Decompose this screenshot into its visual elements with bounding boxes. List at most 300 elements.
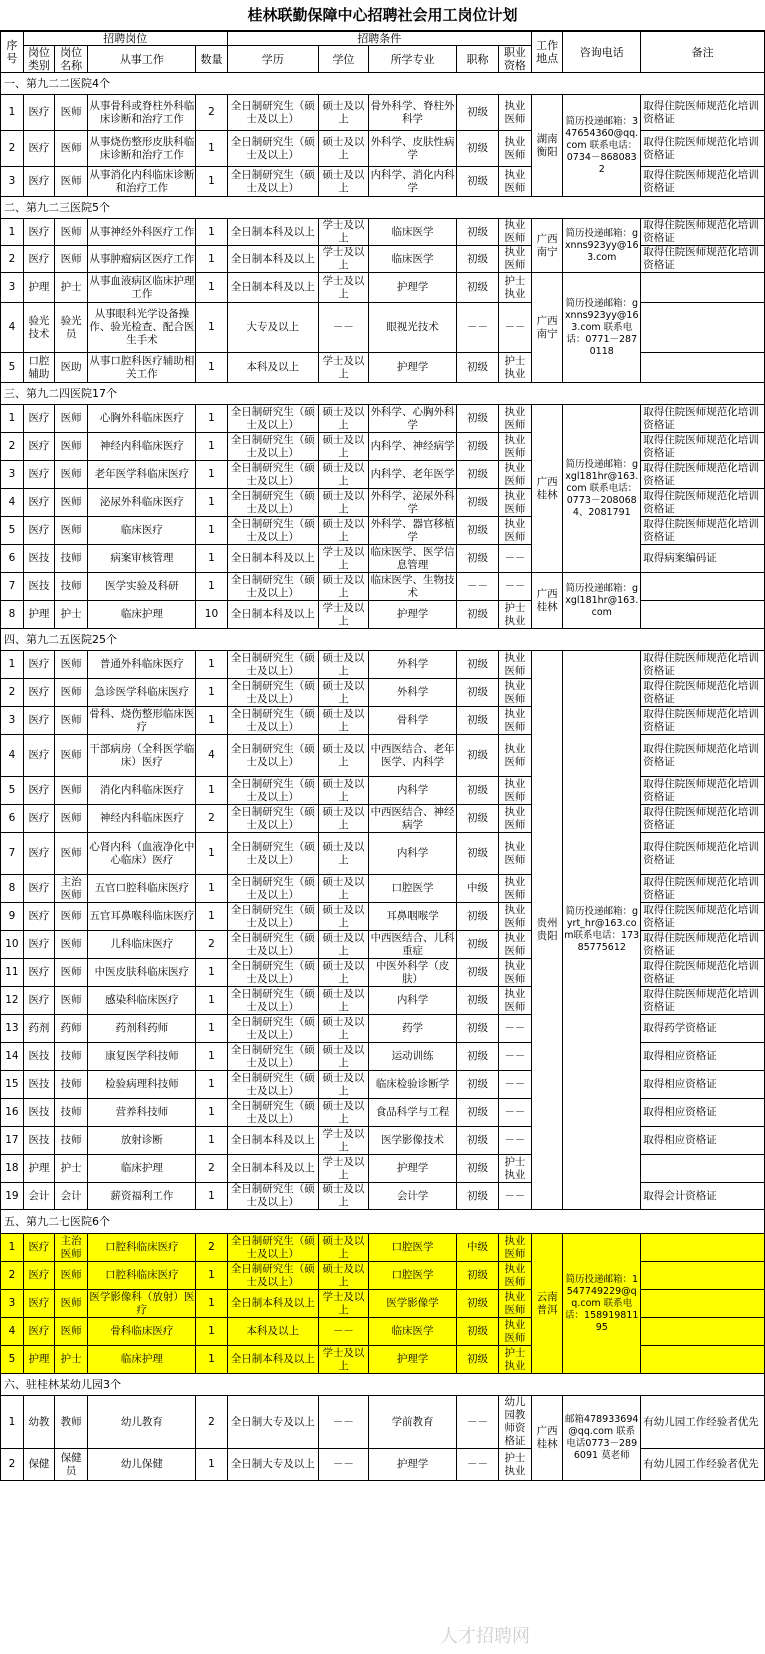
row-note [641, 1290, 765, 1318]
row-degree: 硕士及以上 [319, 1043, 369, 1071]
row-title: 初级 [457, 777, 499, 805]
row-title: 初级 [457, 931, 499, 959]
row-seq: 2 [1, 1262, 24, 1290]
row-edu: 全日制研究生（硕士及以上） [227, 95, 318, 131]
page-title: 桂林联勤保障中心招聘社会用工岗位计划 [0, 0, 765, 31]
row-qual: 护士执业 [498, 1449, 531, 1481]
row-qual: 执业医师 [498, 707, 531, 735]
row-title: 初级 [457, 805, 499, 833]
recruitment-table [0, 31, 765, 1481]
row-count: 1 [196, 489, 227, 517]
row-degree: 学士及以上 [319, 246, 369, 273]
row-count: 1 [196, 1318, 227, 1346]
row-major: 临床医学 [368, 246, 456, 273]
row-edu: 全日制研究生（硕士及以上） [227, 777, 318, 805]
row-seq: 5 [1, 777, 24, 805]
row-work: 从事血液病区临床护理工作 [88, 273, 196, 303]
row-type: 药剂 [23, 1015, 54, 1043]
row-post: 医师 [55, 777, 88, 805]
row-qual: 执业医师 [498, 489, 531, 517]
row-title: 初级 [457, 1155, 499, 1183]
row-count: 4 [196, 735, 227, 777]
row-note: 取得病案编码证 [641, 545, 765, 573]
row-type: 口腔辅助 [23, 353, 54, 383]
header-count: 数量 [196, 46, 227, 73]
row-degree: 学士及以上 [319, 353, 369, 383]
table-row [1, 433, 765, 461]
work-place: 广西桂林 [532, 405, 563, 573]
row-count: 1 [196, 167, 227, 197]
row-work: 临床医疗 [88, 517, 196, 545]
row-work: 临床护理 [88, 1346, 196, 1374]
row-major: 眼视光技术 [368, 303, 456, 353]
row-type: 医疗 [23, 489, 54, 517]
row-degree: 硕士及以上 [319, 987, 369, 1015]
row-edu: 全日制本科及以上 [227, 545, 318, 573]
row-major: 临床医学 [368, 1318, 456, 1346]
row-major: 中医外科学（皮肤） [368, 959, 456, 987]
row-edu: 全日制大专及以上 [227, 1449, 318, 1481]
table-row [1, 219, 765, 246]
row-seq: 3 [1, 167, 24, 197]
row-note: 取得住院医师规范化培训资格证 [641, 219, 765, 246]
row-degree: 硕士及以上 [319, 1015, 369, 1043]
row-count: 1 [196, 1071, 227, 1099]
row-count: 1 [196, 1099, 227, 1127]
row-note [641, 1318, 765, 1346]
contact-info: 简历投递邮箱：gxnns923yy@163.com [563, 219, 641, 273]
row-work: 干部病房（全科医学临床）医疗 [88, 735, 196, 777]
row-work: 五官口腔科临床医疗 [88, 875, 196, 903]
row-work: 口腔科临床医疗 [88, 1262, 196, 1290]
row-type: 医疗 [23, 433, 54, 461]
row-note: 取得相应资格证 [641, 1043, 765, 1071]
row-degree: 学士及以上 [319, 1127, 369, 1155]
table-row [1, 573, 765, 601]
row-title: 初级 [457, 433, 499, 461]
row-title: 初级 [457, 1127, 499, 1155]
row-type: 医疗 [23, 987, 54, 1015]
row-work: 儿科临床医疗 [88, 931, 196, 959]
row-post: 技师 [55, 1043, 88, 1071]
table-row [1, 545, 765, 573]
row-title: 初级 [457, 1043, 499, 1071]
table-row [1, 707, 765, 735]
header-post-name: 岗位名称 [55, 46, 88, 73]
row-seq: 13 [1, 1015, 24, 1043]
row-seq: 2 [1, 246, 24, 273]
row-seq: 4 [1, 303, 24, 353]
row-note: 取得会计资格证 [641, 1183, 765, 1210]
row-seq: 2 [1, 1449, 24, 1481]
row-work: 康复医学科技师 [88, 1043, 196, 1071]
section-row [1, 197, 765, 219]
row-title: 初级 [457, 987, 499, 1015]
row-type: 医疗 [23, 903, 54, 931]
row-note [641, 303, 765, 353]
row-edu: 全日制研究生（硕士及以上） [227, 405, 318, 433]
row-qual: 护士执业 [498, 1346, 531, 1374]
row-type: 医技 [23, 1127, 54, 1155]
row-title: 初级 [457, 959, 499, 987]
row-note: 取得药学资格证 [641, 1015, 765, 1043]
row-type: 护理 [23, 1346, 54, 1374]
row-post: 医师 [55, 489, 88, 517]
row-qual: 执业医师 [498, 1318, 531, 1346]
row-degree: 硕士及以上 [319, 1262, 369, 1290]
row-qual: 执业医师 [498, 903, 531, 931]
row-note: 取得相应资格证 [641, 1127, 765, 1155]
row-work: 药剂科药师 [88, 1015, 196, 1043]
header-qual: 职业资格 [498, 46, 531, 73]
row-edu: 全日制研究生（硕士及以上） [227, 489, 318, 517]
row-post: 医师 [55, 959, 88, 987]
row-note: 取得住院医师规范化培训资格证 [641, 987, 765, 1015]
table-row [1, 987, 765, 1015]
row-post: 药师 [55, 1015, 88, 1043]
section-row [1, 1374, 765, 1396]
row-qual: 幼儿园教师资格证 [498, 1396, 531, 1449]
row-type: 医疗 [23, 1318, 54, 1346]
row-qual: 执业医师 [498, 1262, 531, 1290]
row-count: 1 [196, 903, 227, 931]
row-seq: 8 [1, 875, 24, 903]
row-type: 医疗 [23, 167, 54, 197]
row-seq: 5 [1, 353, 24, 383]
row-type: 医疗 [23, 805, 54, 833]
row-major: 临床医学、生物技术 [368, 573, 456, 601]
row-degree: 硕士及以上 [319, 461, 369, 489]
row-major: 外科学、泌尿外科学 [368, 489, 456, 517]
row-post: 医师 [55, 903, 88, 931]
row-degree: 硕士及以上 [319, 1234, 369, 1262]
row-major: 护理学 [368, 1346, 456, 1374]
row-note: 取得相应资格证 [641, 1099, 765, 1127]
row-count: 1 [196, 545, 227, 573]
row-title: 初级 [457, 735, 499, 777]
row-edu: 全日制本科及以上 [227, 601, 318, 629]
row-work: 薪资福利工作 [88, 1183, 196, 1210]
row-qual: －－ [498, 1099, 531, 1127]
header-title: 职称 [457, 46, 499, 73]
row-type: 医疗 [23, 246, 54, 273]
work-place: 广西南宁 [532, 219, 563, 273]
row-count: 1 [196, 833, 227, 875]
row-edu: 全日制大专及以上 [227, 1396, 318, 1449]
row-seq: 6 [1, 545, 24, 573]
row-count: 1 [196, 1290, 227, 1318]
row-work: 消化内科临床医疗 [88, 777, 196, 805]
row-post: 技师 [55, 1127, 88, 1155]
row-note: 取得住院医师规范化培训资格证 [641, 246, 765, 273]
row-edu: 本科及以上 [227, 353, 318, 383]
row-title: 初级 [457, 517, 499, 545]
row-qual: 执业医师 [498, 833, 531, 875]
row-major: 护理学 [368, 1449, 456, 1481]
row-major: 口腔医学 [368, 1234, 456, 1262]
row-major: 临床医学 [368, 219, 456, 246]
row-degree: 硕士及以上 [319, 405, 369, 433]
row-major: 学前教育 [368, 1396, 456, 1449]
row-major: 外科学、皮肤性病学 [368, 131, 456, 167]
header-place: 工作地点 [532, 32, 563, 73]
table-row [1, 1449, 765, 1481]
table-row [1, 273, 765, 303]
row-post: 医师 [55, 405, 88, 433]
table-row [1, 303, 765, 353]
row-seq: 3 [1, 461, 24, 489]
row-seq: 1 [1, 1234, 24, 1262]
row-qual: 执业医师 [498, 735, 531, 777]
row-note: 取得住院医师规范化培训资格证 [641, 489, 765, 517]
row-qual: 执业医师 [498, 95, 531, 131]
contact-info: 简历投递邮箱：gyrt_hr@163.com联系电话：17385775612 [563, 651, 641, 1210]
row-title: 初级 [457, 833, 499, 875]
row-edu: 全日制研究生（硕士及以上） [227, 1183, 318, 1210]
row-title: －－ [457, 1396, 499, 1449]
row-qual: 执业医师 [498, 517, 531, 545]
row-degree: 硕士及以上 [319, 1183, 369, 1210]
row-major: 口腔医学 [368, 875, 456, 903]
row-count: 1 [196, 875, 227, 903]
row-post: 医师 [55, 833, 88, 875]
row-qual: 护士执业 [498, 1155, 531, 1183]
row-post: 验光员 [55, 303, 88, 353]
row-post: 医师 [55, 679, 88, 707]
table-row [1, 651, 765, 679]
row-major: 临床医学、医学信息管理 [368, 545, 456, 573]
row-degree: 硕士及以上 [319, 707, 369, 735]
table-row [1, 1346, 765, 1374]
row-edu: 全日制本科及以上 [227, 1127, 318, 1155]
row-qual: 执业医师 [498, 167, 531, 197]
row-qual: －－ [498, 1071, 531, 1099]
row-major: 内科学 [368, 987, 456, 1015]
row-note: 取得住院医师规范化培训资格证 [641, 461, 765, 489]
row-count: 1 [196, 1043, 227, 1071]
row-degree: －－ [319, 303, 369, 353]
row-title: 初级 [457, 707, 499, 735]
row-post: 护士 [55, 601, 88, 629]
row-qual: 执业医师 [498, 405, 531, 433]
row-qual: 执业医师 [498, 651, 531, 679]
row-edu: 全日制研究生（硕士及以上） [227, 833, 318, 875]
table-row [1, 959, 765, 987]
row-post: 护士 [55, 1346, 88, 1374]
row-title: 初级 [457, 1099, 499, 1127]
row-qual: 执业医师 [498, 1234, 531, 1262]
row-title: 初级 [457, 219, 499, 246]
row-title: 初级 [457, 131, 499, 167]
table-row [1, 777, 765, 805]
row-seq: 10 [1, 931, 24, 959]
row-edu: 全日制研究生（硕士及以上） [227, 1099, 318, 1127]
row-type: 护理 [23, 1155, 54, 1183]
row-note: 取得住院医师规范化培训资格证 [641, 707, 765, 735]
row-title: 初级 [457, 1318, 499, 1346]
table-row [1, 1127, 765, 1155]
row-seq: 3 [1, 273, 24, 303]
contact-info: 简历投递邮箱：gxgl181hr@163.com 联系电话：0773－2080684、2081791 [563, 405, 641, 573]
row-qual: 执业医师 [498, 219, 531, 246]
contact-info: 简历投递邮箱：1547749229@qq.com 联系电话：15891981195 [563, 1234, 641, 1374]
row-degree: 硕士及以上 [319, 679, 369, 707]
row-work: 从事神经外科医疗工作 [88, 219, 196, 246]
row-seq: 15 [1, 1071, 24, 1099]
row-degree: 硕士及以上 [319, 1099, 369, 1127]
row-edu: 全日制本科及以上 [227, 246, 318, 273]
row-title: －－ [457, 573, 499, 601]
row-type: 会计 [23, 1183, 54, 1210]
row-work: 从事眼科光学设备操作、验光检查、配合医生手术 [88, 303, 196, 353]
row-count: 1 [196, 959, 227, 987]
row-title: 初级 [457, 1015, 499, 1043]
row-seq: 1 [1, 95, 24, 131]
row-major: 药学 [368, 1015, 456, 1043]
row-major: 骨科学 [368, 707, 456, 735]
row-work: 泌尿外科临床医疗 [88, 489, 196, 517]
row-seq: 17 [1, 1127, 24, 1155]
row-work: 感染科临床医疗 [88, 987, 196, 1015]
row-post: 医师 [55, 931, 88, 959]
row-seq: 7 [1, 573, 24, 601]
row-seq: 14 [1, 1043, 24, 1071]
table-row [1, 1290, 765, 1318]
row-note [641, 1234, 765, 1262]
row-note [641, 353, 765, 383]
row-title: 中级 [457, 1234, 499, 1262]
row-degree: 硕士及以上 [319, 433, 369, 461]
row-major: 中西医结合、儿科重症 [368, 931, 456, 959]
work-place: 湖南衡阳 [532, 95, 563, 197]
row-degree: 硕士及以上 [319, 959, 369, 987]
row-note: 取得住院医师规范化培训资格证 [641, 131, 765, 167]
row-type: 医疗 [23, 707, 54, 735]
row-title: 初级 [457, 1071, 499, 1099]
row-count: 2 [196, 1396, 227, 1449]
header-cond-group: 招聘条件 [227, 32, 532, 46]
row-seq: 4 [1, 489, 24, 517]
table-row [1, 601, 765, 629]
row-count: 1 [196, 353, 227, 383]
row-qual: －－ [498, 303, 531, 353]
row-major: 护理学 [368, 601, 456, 629]
row-title: 初级 [457, 95, 499, 131]
row-edu: 全日制本科及以上 [227, 1346, 318, 1374]
row-type: 医技 [23, 1043, 54, 1071]
row-edu: 全日制研究生（硕士及以上） [227, 931, 318, 959]
table-row [1, 1234, 765, 1262]
row-seq: 16 [1, 1099, 24, 1127]
row-seq: 11 [1, 959, 24, 987]
row-count: 1 [196, 707, 227, 735]
section-row [1, 629, 765, 651]
row-qual: 执业医师 [498, 246, 531, 273]
row-post: 医师 [55, 1262, 88, 1290]
row-type: 验光技术 [23, 303, 54, 353]
row-edu: 全日制研究生（硕士及以上） [227, 433, 318, 461]
row-type: 医疗 [23, 651, 54, 679]
row-edu: 全日制研究生（硕士及以上） [227, 167, 318, 197]
row-title: 初级 [457, 601, 499, 629]
row-note: 有幼儿园工作经验者优先 [641, 1449, 765, 1481]
row-count: 1 [196, 303, 227, 353]
row-seq: 5 [1, 1346, 24, 1374]
row-qual: 护士执业 [498, 353, 531, 383]
contact-info: 简历投递邮箱：gxgl181hr@163.com [563, 573, 641, 629]
row-edu: 全日制研究生（硕士及以上） [227, 959, 318, 987]
row-note [641, 601, 765, 629]
row-degree: 硕士及以上 [319, 517, 369, 545]
row-post: 主治医师 [55, 875, 88, 903]
header-post-type: 岗位类别 [23, 46, 54, 73]
row-post: 技师 [55, 573, 88, 601]
row-edu: 全日制本科及以上 [227, 1155, 318, 1183]
row-qual: 执业医师 [498, 959, 531, 987]
table-row [1, 405, 765, 433]
table-row [1, 246, 765, 273]
row-type: 医疗 [23, 95, 54, 131]
row-degree: 硕士及以上 [319, 735, 369, 777]
row-work: 临床护理 [88, 601, 196, 629]
row-degree: 学士及以上 [319, 219, 369, 246]
row-type: 医疗 [23, 959, 54, 987]
row-post: 医师 [55, 131, 88, 167]
row-post: 会计 [55, 1183, 88, 1210]
row-edu: 全日制研究生（硕士及以上） [227, 805, 318, 833]
row-type: 医技 [23, 545, 54, 573]
row-note [641, 573, 765, 601]
table-row [1, 1318, 765, 1346]
row-post: 医师 [55, 707, 88, 735]
row-work: 口腔科临床医疗 [88, 1234, 196, 1262]
header-degree: 学位 [319, 46, 369, 73]
row-count: 2 [196, 805, 227, 833]
row-degree: －－ [319, 1396, 369, 1449]
contact-info: 简历投递邮箱：347654360@qq.com 联系电话：0734－8680832 [563, 95, 641, 197]
row-title: 初级 [457, 461, 499, 489]
table-row [1, 679, 765, 707]
row-major: 外科学、器官移植学 [368, 517, 456, 545]
row-seq: 9 [1, 903, 24, 931]
row-post: 医师 [55, 95, 88, 131]
row-title: 初级 [457, 353, 499, 383]
row-title: 初级 [457, 1290, 499, 1318]
row-work: 从事烧伤整形皮肤科临床诊断和治疗工作 [88, 131, 196, 167]
row-seq: 7 [1, 833, 24, 875]
row-note: 取得住院医师规范化培训资格证 [641, 875, 765, 903]
row-seq: 19 [1, 1183, 24, 1210]
row-title: 初级 [457, 1346, 499, 1374]
row-major: 会计学 [368, 1183, 456, 1210]
row-major: 外科学 [368, 651, 456, 679]
row-count: 1 [196, 573, 227, 601]
contact-info: 简历投递邮箱：gxnns923yy@163.com 联系电话：0771－2870118 [563, 273, 641, 383]
row-count: 1 [196, 219, 227, 246]
row-note: 取得住院医师规范化培训资格证 [641, 517, 765, 545]
row-count: 1 [196, 273, 227, 303]
row-post: 医师 [55, 651, 88, 679]
contact-info: 邮箱478933694@qq.com 联系电话0773－2896091 莫老师 [563, 1396, 641, 1481]
row-note: 取得住院医师规范化培训资格证 [641, 903, 765, 931]
row-qual: 执业医师 [498, 1290, 531, 1318]
row-title: 中级 [457, 875, 499, 903]
row-post: 保健员 [55, 1449, 88, 1481]
row-edu: 全日制研究生（硕士及以上） [227, 1234, 318, 1262]
row-seq: 1 [1, 219, 24, 246]
row-title: 初级 [457, 651, 499, 679]
row-qual: 护士执业 [498, 273, 531, 303]
